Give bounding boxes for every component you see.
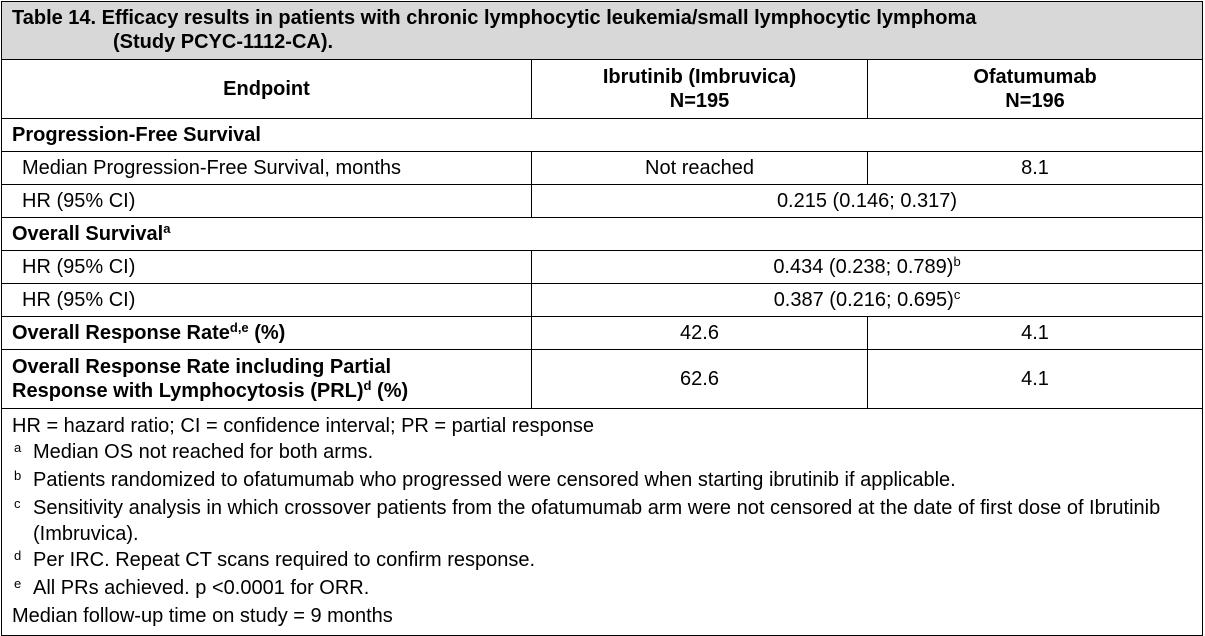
row-label-line-2 <box>12 379 531 403</box>
footnote-text: Median OS not reached for both arms. <box>33 441 374 463</box>
row-label-line-1: Overall Response Rate including Partial <box>12 356 392 378</box>
efficacy-table <box>1 1 1203 636</box>
row-label <box>2 350 532 409</box>
cell-arm-1: 42.6 <box>532 317 868 350</box>
footnote-ref: b <box>953 254 961 269</box>
table-row <box>2 350 1203 409</box>
table-row <box>2 185 1203 218</box>
table-row <box>2 317 1203 350</box>
footnote-mark: c <box>14 496 21 511</box>
row-label-suffix: (%) <box>371 380 409 402</box>
footnote <box>12 575 1192 603</box>
footnote-mark: a <box>14 440 22 455</box>
table-caption <box>2 2 1203 60</box>
cell-arm-1: Not reached <box>532 152 868 185</box>
footnote-ref: a <box>163 221 171 236</box>
header-endpoint: Endpoint <box>2 60 532 119</box>
cell-hr <box>532 251 1203 284</box>
row-label <box>2 317 532 350</box>
header-arm-1 <box>532 60 868 119</box>
table-row <box>2 152 1203 185</box>
footnote-text: All PRs achieved. p <0.0001 for ORR. <box>33 577 370 599</box>
section-title-os <box>2 218 1203 251</box>
section-title-pfs: Progression-Free Survival <box>2 119 1203 152</box>
cell-arm-2: 4.1 <box>868 350 1203 409</box>
row-label: HR (95% CI) <box>2 251 532 284</box>
row-label-text: Response with Lymphocytosis (PRL) <box>12 380 364 402</box>
footnote-mark: e <box>14 576 22 591</box>
footnote <box>12 495 1192 547</box>
cell-arm-2: 4.1 <box>868 317 1203 350</box>
header-arm-1-name: Ibrutinib (Imbruvica) <box>602 66 797 88</box>
cell-hr: 0.215 (0.146; 0.317) <box>532 185 1203 218</box>
header-arm-2-n: N=196 <box>1005 90 1065 112</box>
cell-hr-value: 0.434 (0.238; 0.789) <box>773 256 954 278</box>
table-row <box>2 284 1203 317</box>
section-title-os-text: Overall Survival <box>12 223 164 245</box>
cell-hr <box>532 284 1203 317</box>
footnote-ref: c <box>953 287 961 302</box>
section-row-os <box>2 218 1203 251</box>
footnote-text: Sensitivity analysis in which crossover patients from the ofatumumab arm were not censored at the date of first dose of Ibrutinib (Imbruvica). <box>33 497 1161 545</box>
footnote <box>12 467 1192 495</box>
footnote-mark: b <box>14 468 22 483</box>
table-row <box>2 251 1203 284</box>
footnote-ref: d <box>363 378 372 393</box>
table-notes <box>2 409 1203 636</box>
footnote-text: Patients randomized to ofatumumab who progressed were censored when starting ibrutinib if applicable. <box>33 469 956 491</box>
row-label: Median Progression-Free Survival, months <box>2 152 532 185</box>
header-arm-1-n: N=195 <box>669 90 730 112</box>
row-label-suffix: (%) <box>248 322 286 344</box>
footnote <box>12 439 1192 467</box>
section-row-pfs <box>2 119 1203 152</box>
row-label: HR (95% CI) <box>2 284 532 317</box>
cell-arm-1: 62.6 <box>532 350 868 409</box>
caption-line-1: Table 14. Efficacy results in patients with chronic lymphocytic leukemia/small lymphocytic lymphoma <box>12 7 977 29</box>
footnote <box>12 547 1192 575</box>
row-label: HR (95% CI) <box>2 185 532 218</box>
abbreviations-note: HR = hazard ratio; CI = confidence interval; PR = partial response <box>12 415 594 437</box>
cell-hr-value: 0.387 (0.216; 0.695) <box>773 289 954 311</box>
row-label-text: Overall Response Rate <box>12 322 230 344</box>
footnote-ref: d,e <box>229 320 249 335</box>
footnote-mark: d <box>14 548 22 563</box>
header-row <box>2 60 1203 119</box>
cell-arm-2: 8.1 <box>868 152 1203 185</box>
followup-note: Median follow-up time on study = 9 months <box>12 605 393 627</box>
header-arm-2 <box>868 60 1203 119</box>
notes-row <box>2 409 1203 636</box>
header-arm-2-name: Ofatumumab <box>973 66 1097 88</box>
footnote-text: Per IRC. Repeat CT scans required to confirm response. <box>33 549 536 571</box>
caption-line-2: (Study PCYC-1112-CA). <box>113 31 334 53</box>
